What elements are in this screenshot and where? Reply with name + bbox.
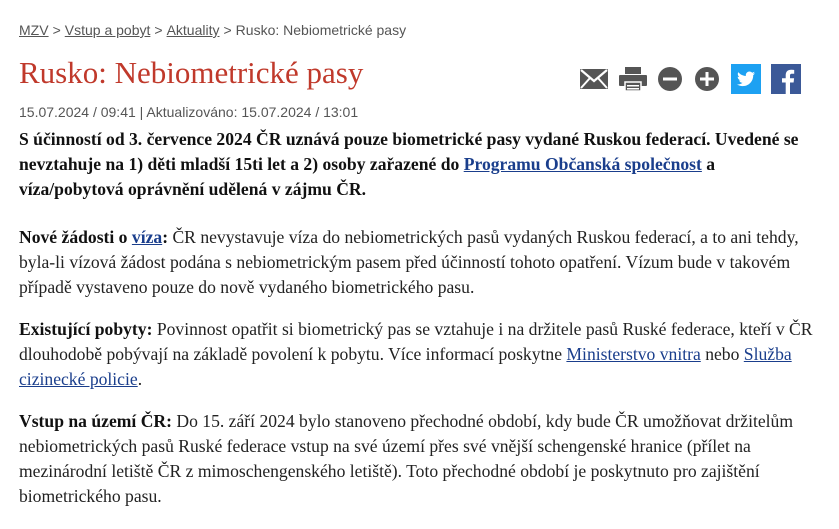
paragraph-label: Existující pobyty: [19, 319, 153, 339]
paragraph-text: ČR nevystavuje víza do nebiometrických pasů vydaných Ruskou federací, a to ani tehdy, byla-li vízová žádost podána s nebiometrickým pasem před účinností tohoto opatření. Vízum bude v takovém případě vystaveno pouze do nově vydaného biometrického pasu. [19, 227, 799, 297]
paragraph-nove-zadosti [19, 225, 814, 300]
page-title: Rusko: Nebiometrické pasy [19, 55, 364, 90]
link-sluzba-cizinecke-policie[interactable]: Služba cizinecké policie [19, 344, 792, 389]
paragraph-label-colon: : [162, 227, 169, 247]
email-icon[interactable] [579, 66, 609, 92]
article-lead [19, 127, 814, 202]
breadcrumb-separator: > [223, 22, 232, 38]
paragraph-text: Povinnost opatřit si biometrický pas se vztahuje i na držitele pasů Ruské federace, kteří v ČR dlouhodobě pobývají na základě povolení k pobytu. Více informací poskytne [19, 319, 813, 364]
paragraph-text-end: . [137, 369, 143, 389]
breadcrumb [19, 22, 406, 38]
print-icon[interactable] [618, 66, 648, 92]
paragraph-label [19, 227, 168, 247]
paragraph-text: Do 15. září 2024 bylo stanoveno přechodné období, kdy bude ČR umožňovat držitelům nebiometrických pasů Ruské federace vstup na své území přes své vnější schengenské hranice (přílet na mezinárodní letiště ČR z mimoschengenského letiště). Toto přechodné období je poskytnuto pro zajištění biometrického pasu. [19, 411, 794, 506]
link-programu-obcanska-spolecnost[interactable]: Programu Občanská společnost [463, 154, 702, 174]
breadcrumb-separator: > [154, 22, 163, 38]
paragraph-label: Vstup na území ČR: [19, 411, 172, 431]
zoom-in-icon[interactable] [694, 66, 720, 92]
breadcrumb-current: Rusko: Nebiometrické pasy [235, 22, 407, 38]
article-timestamp: 15.07.2024 / 09:41 | Aktualizováno: 15.07.2024 / 13:01 [19, 104, 359, 120]
paragraph-label-text: Nové žádosti o [19, 227, 132, 247]
paragraph-text-mid: nebo [700, 344, 744, 364]
twitter-icon[interactable] [731, 64, 761, 94]
breadcrumb-separator: > [52, 22, 61, 38]
share-toolbar [579, 64, 801, 94]
link-ministerstvo-vnitra[interactable]: Ministerstvo vnitra [566, 344, 701, 364]
breadcrumb-link-vstup-a-pobyt[interactable]: Vstup a pobyt [64, 22, 151, 38]
paragraph-existujici-pobyty [19, 317, 814, 392]
zoom-out-icon[interactable] [657, 66, 683, 92]
lead-text-end: a víza/pobytová oprávnění udělená v zájmu ČR. [19, 154, 716, 199]
breadcrumb-link-aktuality[interactable]: Aktuality [166, 22, 220, 38]
lead-text-start: S účinností od 3. července 2024 ČR uznává pouze biometrické pasy vydané Ruskou federací. Uvedené se nevztahuje na 1) děti mladší 15ti let a 2) osoby zařazené do [19, 129, 799, 174]
paragraph-vstup-na-uzemi [19, 409, 814, 509]
link-viza[interactable]: víza [131, 227, 163, 247]
facebook-icon[interactable] [771, 64, 801, 94]
breadcrumb-link-mzv[interactable]: MZV [19, 22, 49, 38]
